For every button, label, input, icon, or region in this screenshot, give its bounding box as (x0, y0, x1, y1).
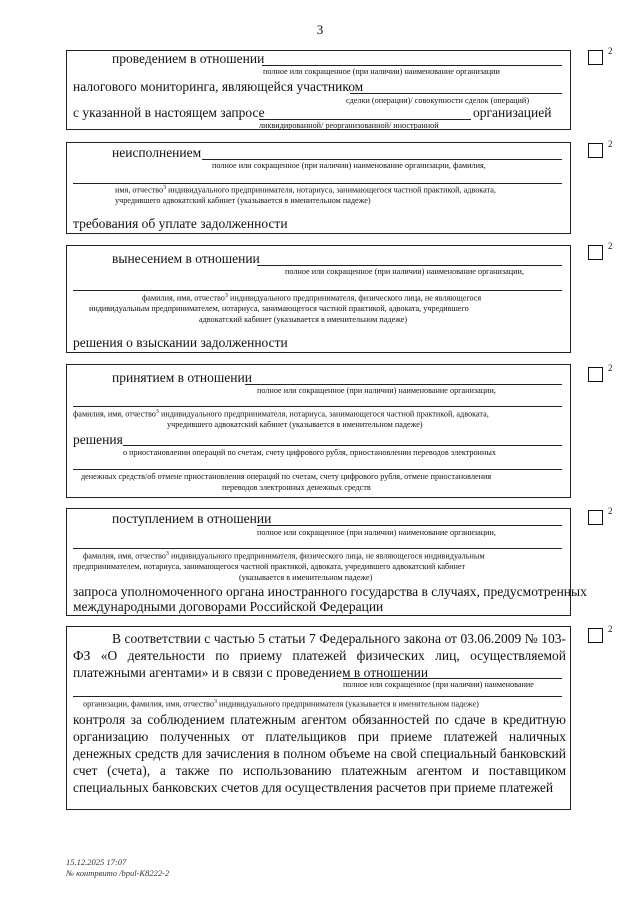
field-caption: о приостановлении операций по счетам, счету цифрового рубля, приостановлении переводов электронных (123, 448, 496, 457)
footnote-mark: 2 (608, 139, 613, 149)
fill-line (259, 119, 471, 120)
section-text: организацией (473, 105, 552, 120)
section-monitoring (66, 50, 571, 130)
fill-line (350, 93, 562, 94)
field-caption: фамилия, имя, отчество$^3$ индивидуального предпринимателя, физического лица, не являющегося (142, 293, 482, 303)
field-caption: ликвидированной/ реорганизованной/ иностранной (259, 121, 439, 130)
checkbox[interactable] (588, 367, 603, 382)
checkbox[interactable] (588, 50, 603, 65)
checkbox[interactable] (588, 628, 603, 643)
fill-line (343, 678, 562, 679)
section-text: неисполнением (112, 145, 202, 160)
field-caption: полное или сокращенное (при наличии) наименование организации, фамилия, (212, 161, 486, 170)
checkbox[interactable] (588, 245, 603, 260)
field-caption: индивидуальным предпринимателем, нотариуса, занимающегося частной практикой, адвоката, учредившего (89, 304, 469, 313)
checkbox[interactable] (588, 510, 603, 525)
field-caption: переводов электронных денежных средств (222, 483, 371, 492)
footnote-mark: 2 (608, 506, 613, 516)
section-paragraph: В соответствии с частью 5 статьи 7 Федерального закона от 03.06.2009 № 103-ФЗ «О деятельности по приему платежей физических лиц, осуществляемой платежными агентами» и в связи с проведением в отношении (73, 631, 566, 680)
section-text: с указанной в настоящем запросе (73, 105, 265, 120)
footnote-mark: 2 (608, 46, 613, 56)
section-text: принятием в отношении (112, 370, 252, 385)
section-text: вынесением в отношении (112, 251, 260, 266)
section-payment-agent (66, 626, 571, 810)
field-caption: учредившего адвокатский кабинет (указывается в именительном падеже) (167, 420, 423, 429)
field-caption: фамилия, имя, отчество$^3$ индивидуального предпринимателя, физического лица, не являющегося индивидуальным (83, 551, 485, 561)
section-text: запроса уполномоченного органа иностранного государства в случаях, предусмотренных (73, 584, 587, 599)
footnote-mark: 2 (608, 363, 613, 373)
section-debt-collection (66, 245, 571, 353)
field-caption: полное или сокращенное (при наличии) наименование организации, (285, 267, 524, 276)
field-caption: полное или сокращенное (при наличии) наименование организации (263, 67, 500, 76)
fill-line (73, 290, 562, 291)
checkbox[interactable] (588, 143, 603, 158)
field-caption: адвокатский кабинет (указывается в именительном падеже) (199, 315, 408, 324)
field-caption: организации, фамилия, имя, отчество$^3$ индивидуального предпринимателя (указывается в именительном падеже) (83, 699, 479, 709)
section-paragraph: контроля за соблюдением платежным агентом обязанностей по сдаче в кредитную организацию полученных от плательщиков при приеме платежей наличных денежных средств для зачисления в полном объеме на свой специальный банковский счет (счета), а также по использованию платежным агентом и поставщиком специальных банковских счетов для осуществления расчетов при приеме платежей (73, 712, 566, 795)
field-caption: сделки (операции)/ совокупности сделок (операций) (346, 96, 530, 105)
footer-timestamp: 15.12.2025 17:07 (66, 857, 127, 867)
fill-line (73, 183, 562, 184)
fill-line (123, 445, 562, 446)
fill-line (73, 406, 562, 407)
field-caption: полное или сокращенное (при наличии) наименование организации, (257, 386, 496, 395)
fill-line (73, 696, 562, 697)
fill-line (257, 265, 562, 266)
section-non-fulfillment (66, 142, 571, 234)
field-caption: полное или сокращенное (при наличии) наименование организации, (257, 528, 496, 537)
field-caption: фамилия, имя, отчество$^3$ индивидуального предпринимателя, нотариуса, занимающегося частной практикой, адвоката, (73, 409, 489, 419)
field-caption: предпринимателем, нотариуса, занимающегося частной практикой, адвоката, учредившего адвокатский кабинет (73, 562, 466, 571)
section-text: поступлением в отношении (112, 511, 272, 526)
footer-doc-id: № контрвито /bpul-K8222-2 (66, 868, 170, 878)
section-text: международными договорами Российской Федерации (73, 599, 384, 614)
fill-line (202, 159, 562, 160)
section-text: требования об уплате задолженности (73, 216, 288, 231)
section-text: проведением в отношении (112, 51, 265, 66)
section-text: налогового мониторинга, являющейся участником (73, 79, 364, 94)
page-number: 3 (316, 22, 324, 37)
field-caption: (указывается в именительном падеже) (239, 573, 373, 582)
fill-line (245, 384, 562, 385)
footnote-mark: 2 (608, 624, 613, 634)
section-suspension (66, 364, 571, 498)
field-caption: имя, отчество$^3$ индивидуального предпринимателя, нотариуса, занимающегося частной практикой, адвоката, (115, 185, 496, 195)
field-caption: денежных средств/об отмене приостановления операций по счетам, счету цифрового рубля, отмене приостановления (81, 472, 492, 481)
fill-line (73, 469, 562, 470)
footnote-mark: 2 (608, 241, 613, 251)
fill-line (257, 525, 562, 526)
section-text: решения о взыскании задолженности (73, 335, 288, 350)
field-caption: полное или сокращенное (при наличии) наименование (343, 680, 534, 689)
section-text: решения (73, 432, 123, 447)
fill-line (73, 548, 562, 549)
fill-line (262, 65, 562, 66)
section-foreign-request (66, 508, 587, 616)
field-caption: учредившего адвокатский кабинет (указывается в именительном падеже) (115, 196, 371, 205)
